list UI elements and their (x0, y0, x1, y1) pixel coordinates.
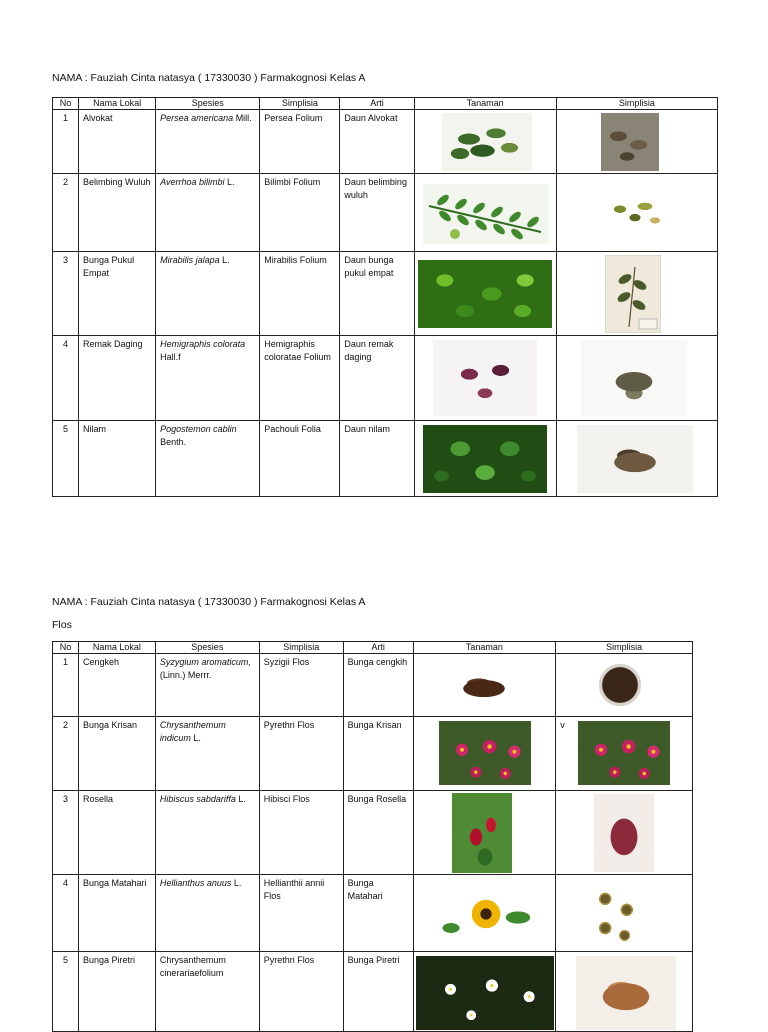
meaning: Bunga Krisan (343, 717, 413, 791)
table-row (53, 875, 693, 952)
simplisia-photo-cell (556, 252, 717, 336)
table-row (53, 110, 718, 174)
simplisia-photo-cell (556, 654, 693, 717)
meaning: Bunga Matahari (343, 875, 413, 952)
plant-photo-cell (413, 952, 556, 1032)
plant-photo-cell (414, 110, 556, 174)
plant-photo-cell (414, 174, 556, 252)
col-header: Simplisia (260, 98, 340, 110)
simplisia-photo-cell (556, 875, 693, 952)
flos-table (52, 641, 693, 1032)
species: Persea americana Mill. (156, 110, 260, 174)
simplisia-name: Pachouli Folia (260, 421, 340, 497)
simplisia-name: Persea Folium (260, 110, 340, 174)
species: Chrysanthemum indicum L. (155, 717, 259, 791)
plant-photo-cell (413, 875, 556, 952)
meaning: Bunga Rosella (343, 791, 413, 875)
herbarium-specimen-photo (605, 255, 661, 333)
col-header: Nama Lokal (79, 98, 156, 110)
col-header: Simplisia (556, 642, 693, 654)
col-header: Tanaman (413, 642, 556, 654)
section-label: Flos (52, 619, 72, 631)
simplisia-photo-cell (556, 336, 717, 421)
table-row (53, 252, 718, 336)
meaning: Daun bunga pukul empat (340, 252, 414, 336)
dried-avocado-leaves-photo (601, 113, 659, 171)
plant-photo-cell (413, 791, 556, 875)
local-name: Bunga Krisan (78, 717, 155, 791)
col-header: Tanaman (414, 98, 556, 110)
row-number: 3 (53, 252, 79, 336)
plant-photo-cell (414, 252, 556, 336)
simplisia-name: Syzigii Flos (259, 654, 343, 717)
cloves-dish-photo (582, 657, 658, 713)
col-header: Arti (340, 98, 414, 110)
table-row (53, 421, 718, 497)
row-number: 4 (53, 336, 79, 421)
species: Averrhoa bilimbi L. (156, 174, 260, 252)
dried-sunflower-photo (580, 877, 652, 950)
chrysanthemum-photo (578, 721, 670, 785)
local-name: Rosella (78, 791, 155, 875)
plant-photo-cell (414, 421, 556, 497)
simplisia-photo-cell (556, 717, 693, 791)
local-name: Bunga Matahari (78, 875, 155, 952)
row-number: 5 (53, 952, 79, 1032)
simplisia-photo-cell (556, 174, 717, 252)
row-number: 1 (53, 654, 79, 717)
col-header: Nama Lokal (78, 642, 155, 654)
plant-photo-cell (413, 654, 556, 717)
col-header: No (53, 642, 79, 654)
table-row (53, 952, 693, 1032)
col-header: Spesies (156, 98, 260, 110)
avocado-leaves-photo (442, 113, 532, 171)
simplisia-name: Bilimbi Folium (260, 174, 340, 252)
local-name: Nilam (79, 421, 156, 497)
species: Mirabilis jalapa L. (156, 252, 260, 336)
row-number: 2 (53, 717, 79, 791)
col-header: Simplisia (259, 642, 343, 654)
simplisia-name: Hellianthii annii Flos (259, 875, 343, 952)
row-number: 4 (53, 875, 79, 952)
local-name: Bunga Piretri (78, 952, 155, 1032)
mirabilis-leaves-photo (418, 260, 552, 328)
dried-hemigraphis-photo (581, 340, 687, 416)
table-row (53, 174, 718, 252)
col-header: No (53, 98, 79, 110)
meaning: Daun remak daging (340, 336, 414, 421)
patchouli-plant-photo (423, 425, 547, 493)
meaning: Bunga Piretri (343, 952, 413, 1032)
dried-rosella-photo (594, 794, 654, 872)
dried-bilimbi-leaves-photo (585, 184, 685, 240)
species: Chrysanthemum cinerariaefolium (155, 952, 259, 1032)
row-number: 1 (53, 110, 79, 174)
table-row (53, 654, 693, 717)
col-header: Simplisia (556, 98, 717, 110)
simplisia-name: Pyrethri Flos (259, 717, 343, 791)
jasmine-flowers-photo (416, 956, 554, 1030)
species: Hemigraphis colorata Hall.f (156, 336, 260, 421)
hemigraphis-plant-photo (433, 340, 537, 416)
simplisia-name: Mirabilis Folium (260, 252, 340, 336)
rosella-plant-photo (452, 793, 512, 873)
meaning: Bunga cengkih (343, 654, 413, 717)
species: Pogostemon cablin Benth. (156, 421, 260, 497)
plant-photo-cell (414, 336, 556, 421)
local-name: Cengkeh (78, 654, 155, 717)
cloves-photo (434, 660, 534, 712)
meaning: Daun nilam (340, 421, 414, 497)
dried-piretri-photo (576, 956, 676, 1030)
handwritten-mark: v (560, 720, 565, 730)
table-header-row (53, 98, 718, 110)
species: Syzygium aromaticum, (Linn.) Merrr. (155, 654, 259, 717)
meaning: Daun belimbing wuluh (340, 174, 414, 252)
table-header-row (53, 642, 693, 654)
table-row (53, 717, 693, 791)
local-name: Bunga Pukul Empat (79, 252, 156, 336)
col-header: Arti (343, 642, 413, 654)
bilimbi-leaf-photo (423, 184, 549, 244)
simplisia-photo-cell (556, 421, 717, 497)
folium-table (52, 97, 718, 497)
simplisia-photo-cell (556, 791, 693, 875)
simplisia-photo-cell (556, 952, 693, 1032)
row-number: 2 (53, 174, 79, 252)
species: Hibiscus sabdariffa L. (155, 791, 259, 875)
local-name: Remak Daging (79, 336, 156, 421)
chrysanthemum-photo (439, 721, 531, 785)
meaning: Daun Alvokat (340, 110, 414, 174)
sunflower-photo (436, 879, 536, 949)
page-heading: NAMA : Fauziah Cinta natasya ( 17330030 ) Farmakognosi Kelas A (52, 72, 366, 84)
local-name: Alvokat (79, 110, 156, 174)
plant-photo-cell (413, 717, 556, 791)
simplisia-name: Hibisci Flos (259, 791, 343, 875)
simplisia-name: Hemigraphis coloratae Folium (260, 336, 340, 421)
table-row (53, 336, 718, 421)
table-row (53, 791, 693, 875)
dried-patchouli-photo (577, 425, 693, 493)
row-number: 3 (53, 791, 79, 875)
simplisia-name: Pyrethri Flos (259, 952, 343, 1032)
col-header: Spesies (155, 642, 259, 654)
page-heading: NAMA : Fauziah Cinta natasya ( 17330030 ) Farmakognosi Kelas A (52, 596, 366, 608)
simplisia-photo-cell (556, 110, 717, 174)
local-name: Belimbing Wuluh (79, 174, 156, 252)
row-number: 5 (53, 421, 79, 497)
species: Hellianthus anuus L. (155, 875, 259, 952)
